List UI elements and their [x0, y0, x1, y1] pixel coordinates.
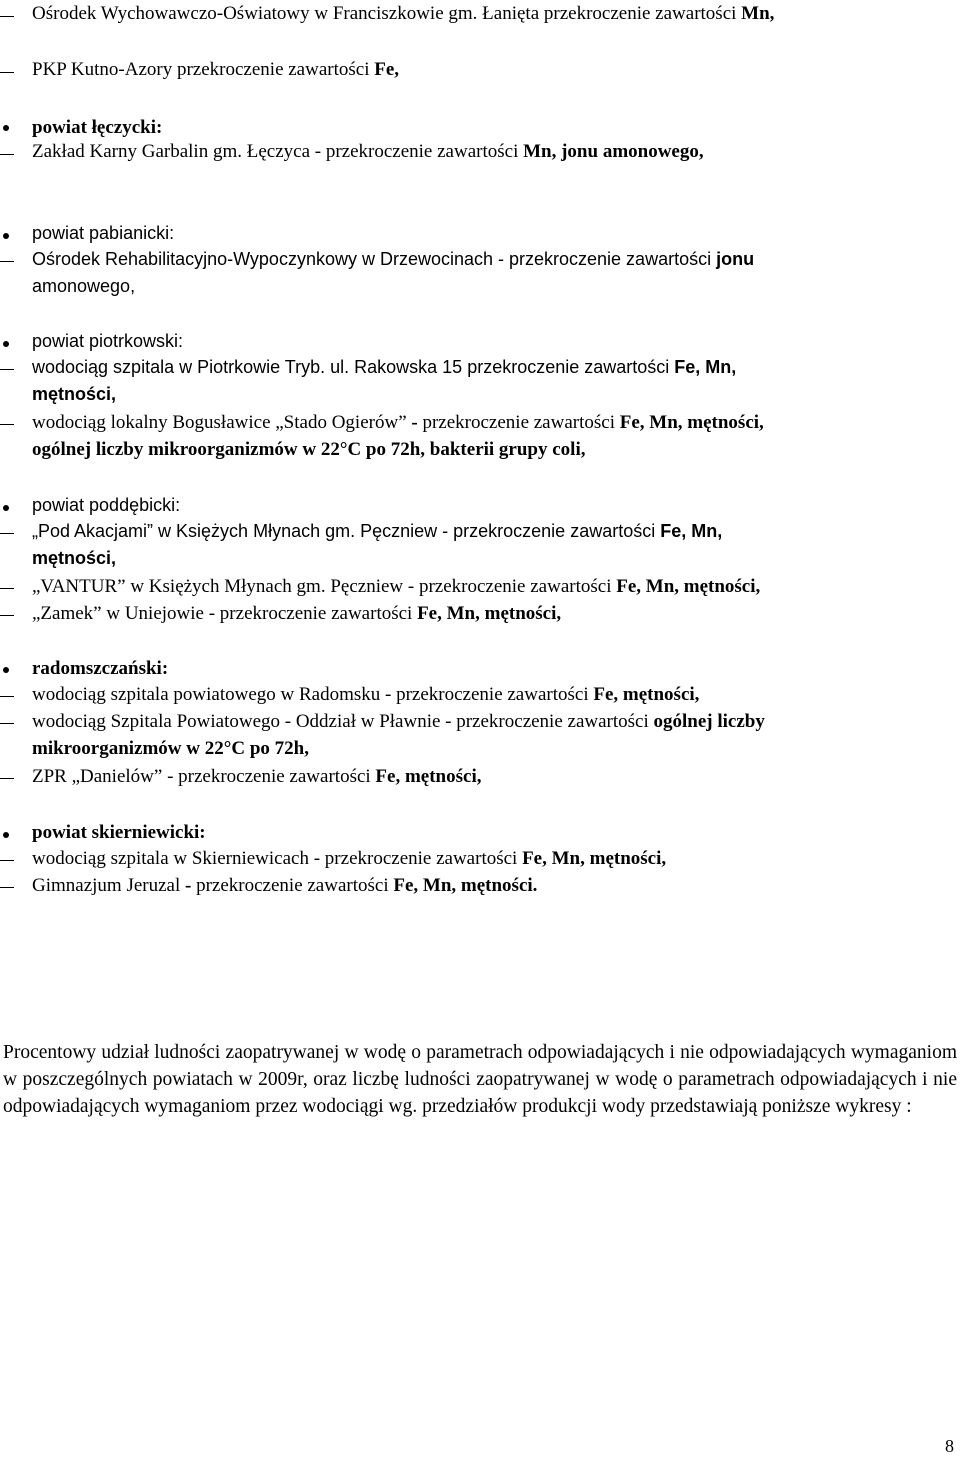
list-dash: [0, 72, 14, 73]
list-dash: [0, 723, 14, 724]
list-dash: [0, 533, 14, 534]
list-dash: [0, 154, 14, 155]
list-dash: [0, 424, 14, 425]
list-bullet: [3, 505, 9, 511]
list-item: wodociąg Szpitala Powiatowego - Oddział w Pławnie - przekroczenie zawartości ogólnej liczby mikroorganizmów w 22°C po 72h,: [32, 711, 765, 759]
list-dash: [0, 369, 14, 370]
list-item: Zakład Karny Garbalin gm. Łęczyca - przekroczenie zawartości Mn, jonu amonowego,: [32, 141, 704, 162]
body-paragraph: Procentowy udział ludności zaopatrywanej w wodę o parametrach odpowiadających i nie odpowiadających wymaganiom w poszczególnych powiatach w 2009r, oraz liczbę ludności zaopatrywanej w wodę o parametrach odpowiadających i nie odpowiadających wymaganiom przez wodociągi wg. przedziałów produkcji wody przedstawiają poniższe wykresy :: [3, 1042, 957, 1117]
list-dash: [0, 860, 14, 861]
list-item: Ośrodek Rehabilitacyjno-Wypoczynkowy w Drzewocinach - przekroczenie zawartości jonu amonowego,: [32, 249, 755, 296]
list-dash: [0, 16, 14, 17]
list-item: wodociąg lokalny Bogusławice „Stado Ogierów” - przekroczenie zawartości Fe, Mn, mętności, ogólnej liczby mikroorganizmów w 22°C po 72h, bakterii grupy coli,: [32, 412, 764, 460]
section-heading: powiat pabianicki:: [32, 223, 175, 243]
page-number: 8: [945, 1436, 954, 1456]
list-bullet: [3, 125, 9, 131]
list-dash: [0, 261, 14, 262]
list-item: wodociąg szpitala powiatowego w Radomsku - przekroczenie zawartości Fe, mętności,: [32, 684, 700, 705]
list-item: Ośrodek Wychowawczo-Oświatowy w Franciszkowie gm. Łanięta przekroczenie zawartości Mn,: [32, 3, 775, 24]
section-heading: powiat poddębicki:: [32, 495, 181, 515]
list-item: wodociąg szpitala w Skierniewicach - przekroczenie zawartości Fe, Mn, mętności,: [32, 848, 667, 869]
section-heading: powiat skierniewicki:: [32, 822, 206, 843]
list-bullet: [3, 233, 9, 239]
list-bullet: [3, 667, 9, 673]
list-dash: [0, 696, 14, 697]
list-item: „Zamek” w Uniejowie - przekroczenie zawartości Fe, Mn, mętności,: [32, 603, 562, 624]
list-item: Gimnazjum Jeruzal - przekroczenie zawartości Fe, Mn, mętności.: [32, 875, 538, 896]
section-heading: powiat łęczycki:: [32, 117, 163, 138]
list-dash: [0, 778, 14, 779]
section-heading: radomszczański:: [32, 658, 169, 679]
list-item: „Pod Akacjami” w Księżych Młynach gm. Pęczniew - przekroczenie zawartości Fe, Mn, mętności,: [32, 521, 723, 568]
list-dash: [0, 615, 14, 616]
list-dash: [0, 887, 14, 888]
list-dash: [0, 588, 14, 589]
list-item: PKP Kutno-Azory przekroczenie zawartości Fe,: [32, 59, 400, 80]
list-item: „VANTUR” w Księżych Młynach gm. Pęczniew - przekroczenie zawartości Fe, Mn, mętności,: [32, 576, 761, 597]
list-bullet: [3, 832, 9, 838]
list-item: ZPR „Danielów” - przekroczenie zawartości Fe, mętności,: [32, 766, 482, 787]
section-heading: powiat piotrkowski:: [32, 331, 184, 351]
list-bullet: [3, 341, 9, 347]
list-item: wodociąg szpitala w Piotrkowie Tryb. ul. Rakowska 15 przekroczenie zawartości Fe, Mn, mętności,: [32, 357, 737, 404]
